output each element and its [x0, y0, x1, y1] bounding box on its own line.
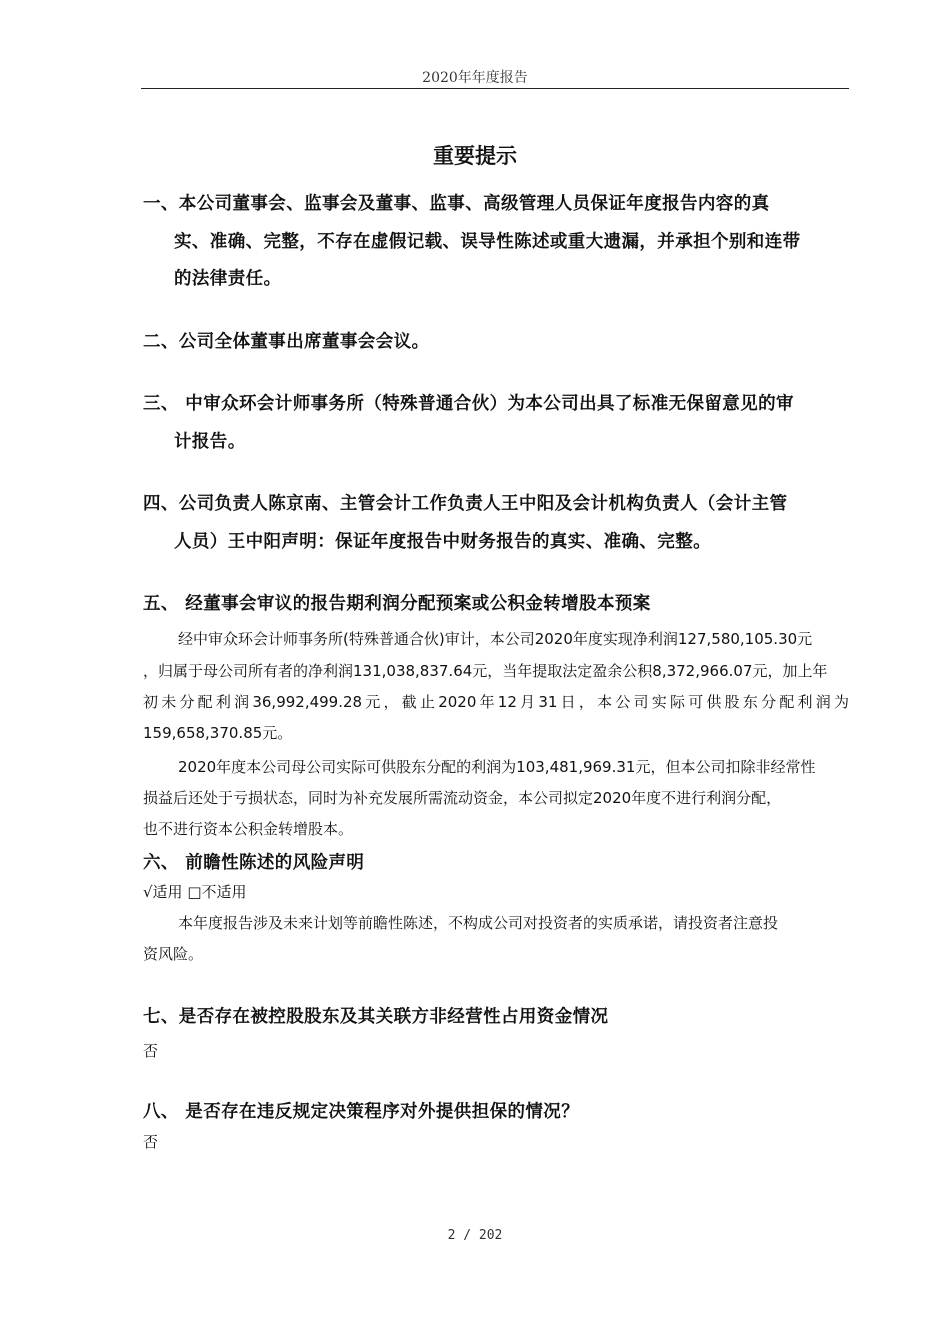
distribution-paragraph-line-1: 2020年度本公司母公司实际可供股东分配的利润为103,481,969.31元，但本公司扣除非经常性: [178, 758, 816, 776]
section-7-heading: 七、是否存在被控股股东及其关联方非经营性占用资金情况: [143, 1007, 609, 1027]
section-7-answer: 否: [143, 1042, 159, 1060]
notice-3-line-2: 计报告。: [174, 432, 246, 452]
notice-1-line-2: 实、准确、完整，不存在虚假记载、误导性陈述或重大遗漏，并承担个别和连带: [174, 232, 801, 252]
distribution-paragraph-line-2: 损益后还处于亏损状态，同时为补充发展所需流动资金，本公司拟定2020年度不进行利润分配，: [143, 789, 782, 807]
distribution-paragraph-line-3: 也不进行资本公积金转增股本。: [143, 820, 354, 838]
section-6-heading: 六、 前瞻性陈述的风险声明: [143, 853, 365, 873]
notice-2: 二、公司全体董事出席董事会会议。: [143, 332, 430, 352]
page-title: 重要提示: [433, 144, 517, 168]
section-8-answer: 否: [143, 1133, 159, 1151]
profit-paragraph-line-3: 初未分配利润36,992,499.28元，截止2020年12月31日，本公司实际可供股东分配利润为: [143, 693, 849, 711]
notice-1-line-1: 一、本公司董事会、监事会及董事、监事、高级管理人员保证年度报告内容的真: [143, 194, 770, 214]
header-divider: [141, 88, 849, 89]
notice-3-line-1: 三、 中审众环会计师事务所（特殊普通合伙）为本公司出具了标准无保留意见的审: [143, 394, 794, 414]
applicable-status: √适用 □不适用: [143, 883, 247, 901]
profit-paragraph-line-1: 经中审众环会计师事务所(特殊普通合伙)审计，本公司2020年度实现净利润127,580,105.30元: [178, 630, 813, 648]
profit-paragraph-line-2: ，归属于母公司所有者的净利润131,038,837.64元，当年提取法定盈余公积8,372,966.07元，加上年: [143, 662, 828, 680]
section-5-heading: 五、 经董事会审议的报告期利润分配预案或公积金转增股本预案: [143, 594, 651, 614]
profit-paragraph-line-4: 159,658,370.85元。: [143, 724, 293, 742]
notice-4-line-1: 四、公司负责人陈京南、主管会计工作负责人王中阳及会计机构负责人（会计主管: [143, 494, 788, 514]
notice-4-line-2: 人员）王中阳声明：保证年度报告中财务报告的真实、准确、完整。: [174, 532, 711, 552]
notice-1-line-3: 的法律责任。: [174, 269, 282, 289]
page-header: 2020年年度报告: [422, 70, 528, 86]
risk-paragraph-line-1: 本年度报告涉及未来计划等前瞻性陈述，不构成公司对投资者的实质承诺，请投资者注意投: [178, 914, 779, 932]
page-number: 2 / 202: [447, 1228, 503, 1243]
risk-paragraph-line-2: 资风险。: [143, 945, 204, 963]
section-8-heading: 八、 是否存在违反规定决策程序对外提供担保的情况？: [143, 1102, 580, 1122]
